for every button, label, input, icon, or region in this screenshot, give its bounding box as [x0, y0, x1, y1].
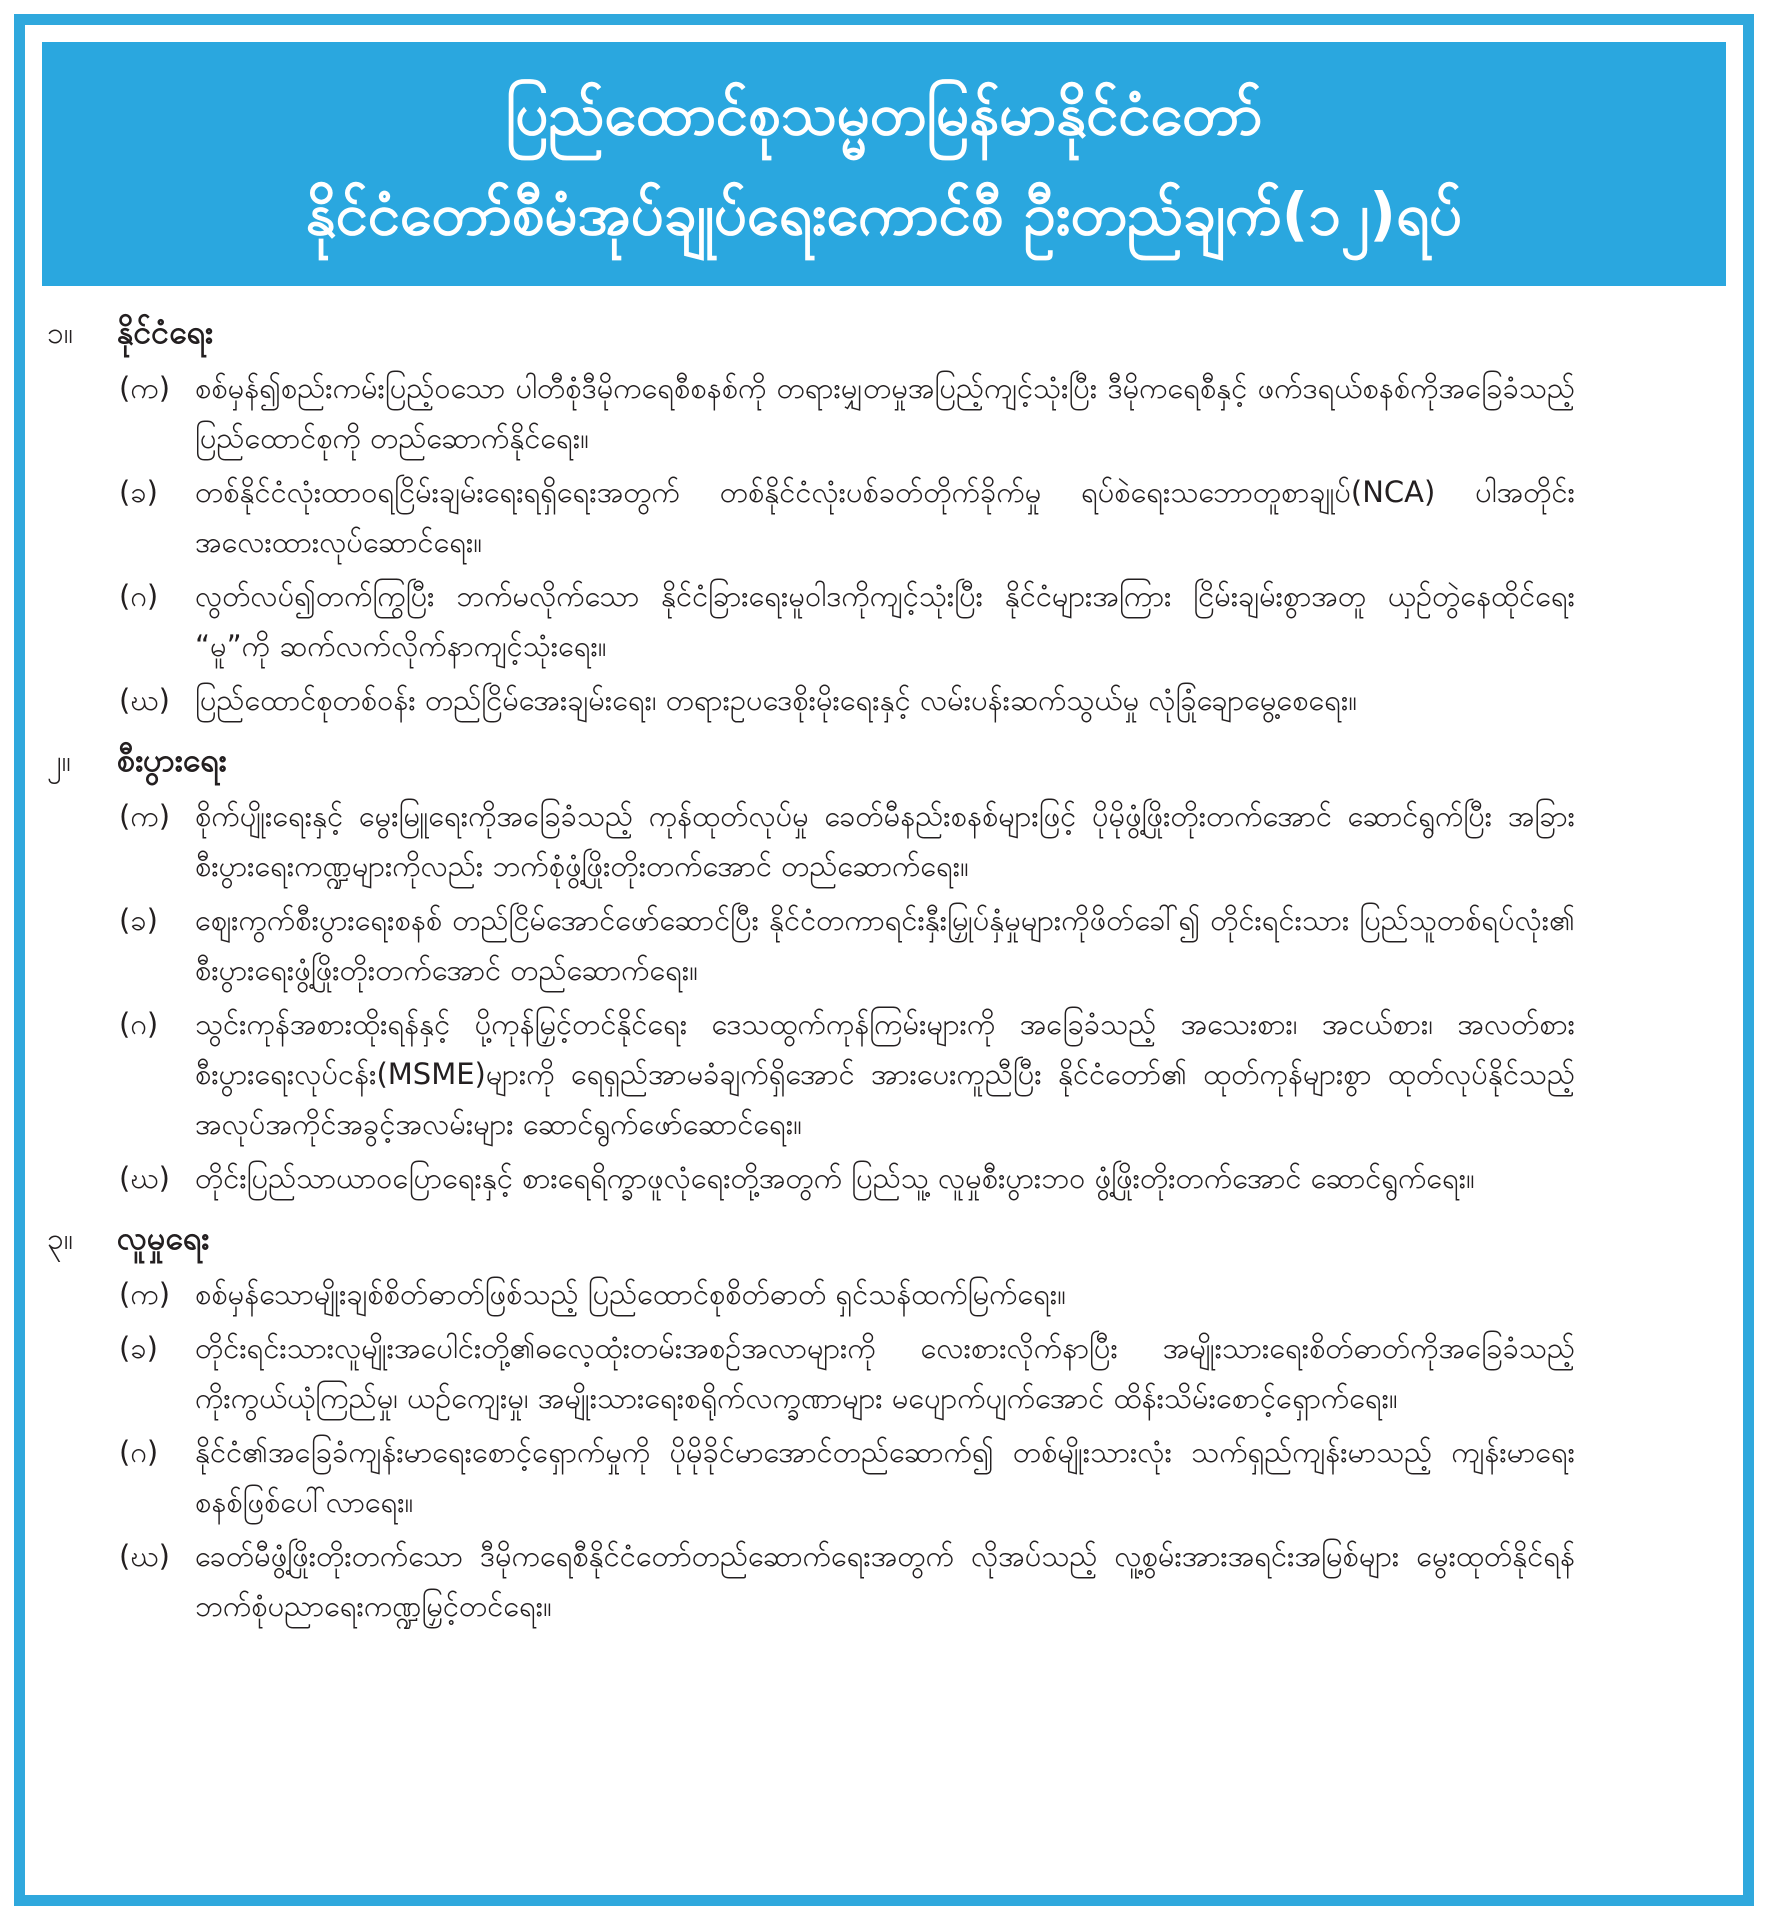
- objective-item: [47, 363, 1727, 467]
- item-label: (ဃ): [119, 1161, 170, 1195]
- objective-item: [47, 675, 1727, 729]
- title-banner: [42, 42, 1726, 286]
- section-title: နိုင်ငံရေး: [117, 313, 213, 351]
- item-text: ဈေးကွက်စီးပွားရေးစနစ် တည်ငြိမ်အောင်ဖော်ဆောင်ပြီး နိုင်ငံတကာရင်းနှီးမြှုပ်နှံမှုများကိုဖိတ်ခေါ်၍ တိုင်းရင်းသား ပြည်သူတစ်ရပ်လုံး၏ စီးပွားရေးဖွံ့ဖြိုးတိုးတက်အောင် တည်ဆောက်ရေး။: [195, 903, 1575, 987]
- objective-item: [47, 571, 1727, 675]
- objective-item: [47, 467, 1727, 571]
- item-label: (ဂ): [119, 1435, 159, 1469]
- item-text: သွင်းကုန်အစားထိုးရန်နှင့် ပို့ကုန်မြှင့်တင်နိုင်ရေး ဒေသထွက်ကုန်ကြမ်းများကို အခြေခံသည့် အသေးစား၊ အငယ်စား၊ အလတ်စားစီးပွားရေးလုပ်ငန်း(MSME)များကို ရေရှည်အာမခံချက်ရှိအောင် အားပေးကူညီပြီး နိုင်ငံတော်၏ ထုတ်ကုန်များစွာ ထုတ်လုပ်နိုင်သည့် အလုပ်အကိုင်အခွင့်အလမ်းများ ဆောင်ရွက်ဖော်ဆောင်ရေး။: [195, 1007, 1575, 1141]
- objective-item: [47, 1531, 1727, 1635]
- item-text: ပြည်ထောင်စုတစ်ဝန်း တည်ငြိမ်အေးချမ်းရေး၊ တရားဥပဒေစိုးမိုးရေးနှင့် လမ်းပန်းဆက်သွယ်မှု လုံခြုံချောမွေ့စေရေး။: [195, 683, 1358, 717]
- item-label: (ခ): [119, 1331, 158, 1365]
- notice-frame: [14, 14, 1754, 1906]
- objective-item: [47, 1153, 1727, 1207]
- title-line-1: ပြည်ထောင်စုသမ္မတမြန်မာနိုင်ငံတော်: [505, 80, 1263, 148]
- item-text: စစ်မှန်သောမျိုးချစ်စိတ်ဓာတ်ဖြစ်သည့် ပြည်ထောင်စုစိတ်ဓာတ် ရှင်သန်ထက်မြက်ရေး။: [195, 1277, 1067, 1311]
- item-text: ခေတ်မီဖွံ့ဖြိုးတိုးတက်သော ဒီမိုကရေစီနိုင်ငံတော်တည်ဆောက်ရေးအတွက် လိုအပ်သည့် လူ့စွမ်းအားအရင်းအမြစ်များ မွေးထုတ်နိုင်ရန် ဘက်စုံပညာရေးကဏ္ဍမြှင့်တင်ရေး။: [195, 1539, 1575, 1623]
- section-social: [47, 1207, 1727, 1635]
- item-text: စိုက်ပျိုးရေးနှင့် မွေးမြူရေးကိုအခြေခံသည့် ကုန်ထုတ်လုပ်မှု ခေတ်မီနည်းစနစ်များဖြင့် ပိုမိုဖွံ့ဖြိုးတိုးတက်အောင် ဆောင်ရွက်ပြီး အခြားစီးပွားရေးကဏ္ဍများကိုလည်း ဘက်စုံဖွံ့ဖြိုးတိုးတက်အောင် တည်ဆောက်ရေး။: [195, 799, 1575, 883]
- section-number: ၂။: [47, 744, 71, 779]
- item-label: (ခ): [119, 475, 158, 509]
- item-text: တိုင်းရင်းသားလူမျိုးအပေါင်းတို့၏ဓလေ့ထုံးတမ်းအစဉ်အလာများကို လေးစားလိုက်နာပြီး အမျိုးသားရေးစိတ်ဓာတ်ကိုအခြေခံသည့် ကိုးကွယ်ယုံကြည်မှု၊ ယဉ်ကျေးမှု၊ အမျိုးသားရေးစရိုက်လက္ခဏာများ မပျောက်ပျက်အောင် ထိန်းသိမ်းစောင့်ရှောက်ရေး။: [195, 1331, 1575, 1415]
- objective-item: [47, 1323, 1727, 1427]
- item-text: တစ်နိုင်ငံလုံးထာဝရငြိမ်းချမ်းရေးရရှိရေးအတွက် တစ်နိုင်ငံလုံးပစ်ခတ်တိုက်ခိုက်မှု ရပ်စဲရေးသဘောတူစာချုပ်(NCA) ပါအတိုင်း အလေးထားလုပ်ဆောင်ရေး။: [195, 475, 1575, 559]
- title-line-2: နိုင်ငံတော်စီမံအုပ်ချုပ်ရေးကောင်စီ ဦးတည်ချက်(၁၂)ရပ်: [305, 180, 1463, 248]
- section-heading: [47, 1207, 1727, 1269]
- item-label: (က): [119, 799, 171, 833]
- objective-item: [47, 791, 1727, 895]
- item-label: (ဃ): [119, 683, 170, 717]
- section-number: ၃။: [47, 1222, 73, 1257]
- section-title: လူမှုရေး: [117, 1219, 210, 1257]
- item-label: (ခ): [119, 903, 158, 937]
- item-text: နိုင်ငံ၏အခြေခံကျန်းမာရေးစောင့်ရှောက်မှုကို ပိုမိုခိုင်မာအောင်တည်ဆောက်၍ တစ်မျိုးသားလုံး သက်ရှည်ကျန်းမာသည့် ကျန်းမာရေးစနစ်ဖြစ်ပေါ်လာရေး။: [195, 1435, 1575, 1519]
- section-number: ၁။: [47, 316, 73, 351]
- section-heading: [47, 301, 1727, 363]
- objectives-list: [47, 301, 1727, 1635]
- section-heading: [47, 729, 1727, 791]
- section-title: စီးပွားရေး: [117, 741, 227, 779]
- item-label: (ဃ): [119, 1539, 170, 1573]
- section-political: [47, 301, 1727, 729]
- item-label: (က): [119, 371, 171, 405]
- objective-item: [47, 1269, 1727, 1323]
- item-text: တိုင်းပြည်သာယာဝပြောရေးနှင့် စားရေရိက္ခာဖူလုံရေးတို့အတွက် ပြည်သူ့ လူမှုစီးပွားဘဝ ဖွံ့ဖြိုးတိုးတက်အောင် ဆောင်ရွက်ရေး။: [195, 1161, 1475, 1195]
- item-text: လွတ်လပ်၍တက်ကြွပြီး ဘက်မလိုက်သော နိုင်ငံခြားရေးမူဝါဒကိုကျင့်သုံးပြီး နိုင်ငံများအကြား ငြိမ်းချမ်းစွာအတူ ယှဉ်တွဲနေထိုင်ရေး “မူ”ကို ဆက်လက်လိုက်နာကျင့်သုံးရေး။: [195, 579, 1575, 663]
- item-label: (ဂ): [119, 579, 159, 613]
- objective-item: [47, 895, 1727, 999]
- item-label: (က): [119, 1277, 171, 1311]
- objective-item: [47, 1427, 1727, 1531]
- objective-item: [47, 999, 1727, 1153]
- item-label: (ဂ): [119, 1007, 159, 1041]
- item-text: စစ်မှန်၍စည်းကမ်းပြည့်ဝသော ပါတီစုံဒီမိုကရေစီစနစ်ကို တရားမျှတမှုအပြည့်ကျင့်သုံးပြီး ဒီမိုကရေစီနှင့် ဖက်ဒရယ်စနစ်ကိုအခြေခံသည့် ပြည်ထောင်စုကို တည်ဆောက်နိုင်ရေး။: [195, 371, 1575, 455]
- section-economic: [47, 729, 1727, 1207]
